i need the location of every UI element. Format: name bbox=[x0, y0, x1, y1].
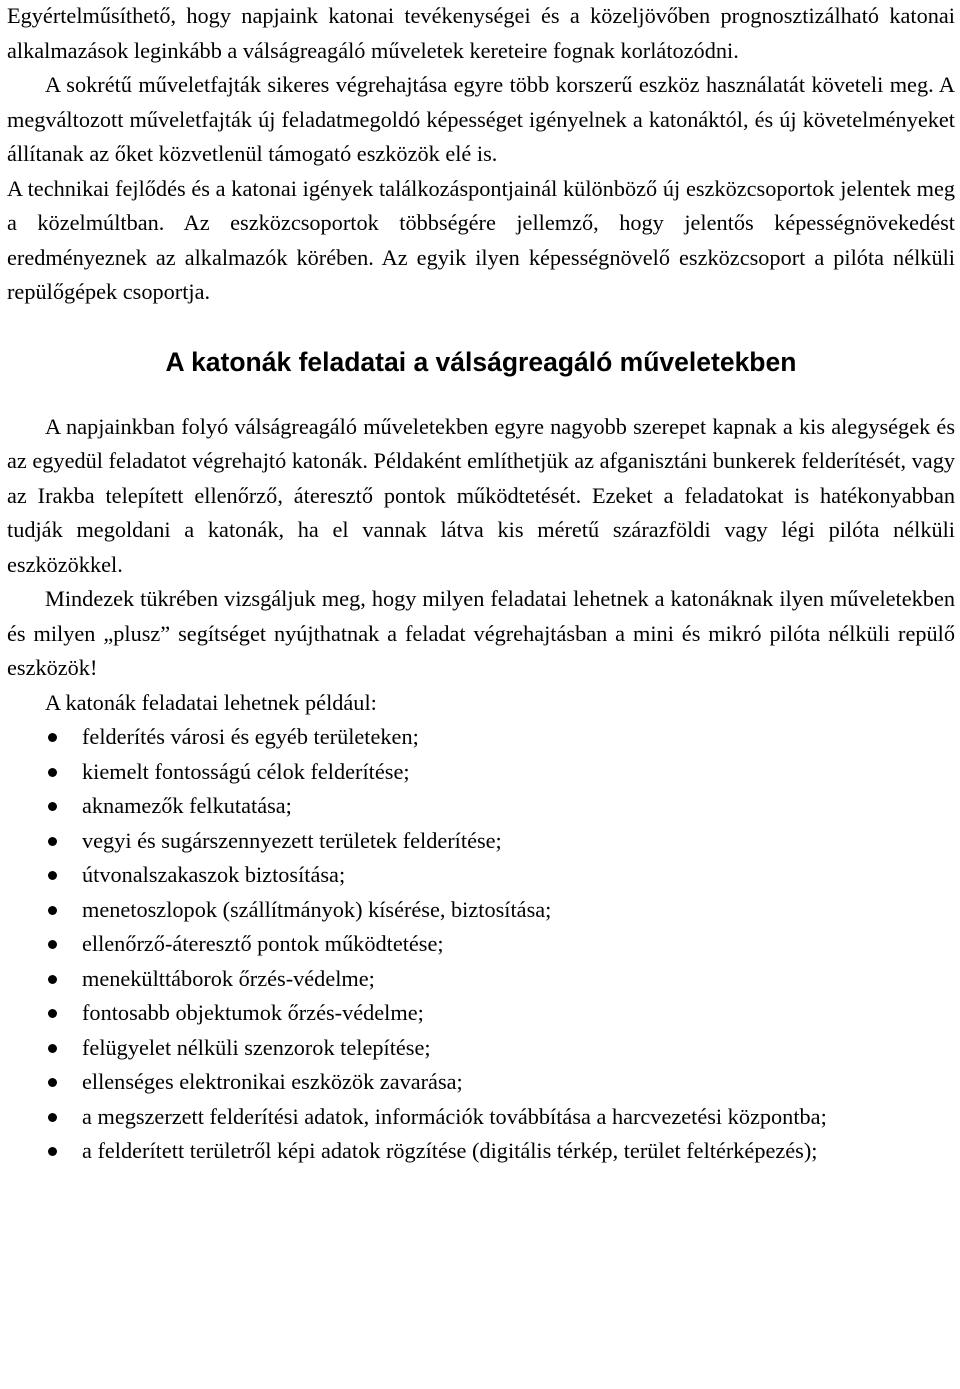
list-item-text: felderítés városi és egyéb területeken; bbox=[82, 724, 419, 749]
bullet-icon bbox=[48, 768, 57, 777]
document-page bbox=[7, 0, 955, 1169]
list-item bbox=[7, 720, 955, 755]
list-item bbox=[7, 962, 955, 997]
list-item bbox=[7, 1065, 955, 1100]
list-item-text: aknamezők felkutatása; bbox=[82, 793, 292, 818]
list-intro: A katonák feladatai lehetnek például: bbox=[45, 689, 377, 715]
list-item bbox=[7, 789, 955, 824]
list-item bbox=[7, 893, 955, 928]
bullet-icon bbox=[48, 1078, 57, 1087]
list-item-text: felügyelet nélküli szenzorok telepítése; bbox=[82, 1034, 431, 1060]
bullet-icon bbox=[48, 1009, 57, 1018]
intro-paragraph: Egyértelműsíthető, hogy napjaink katonai tevékenységei és a közeljövőben prognosztizálható katonai alkalmazások leginkább a válságreagáló műveletek kereteire fognak korlátozódni. bbox=[7, 3, 955, 63]
list-item-text: kiemelt fontosságú célok felderítése; bbox=[82, 758, 410, 784]
body-paragraph: A sokrétű műveletfajták sikeres végrehajtása egyre több korszerű eszköz használatát követeli meg. A megváltozott műveletfajták új feladatmegoldó képességet igényelnek a katonáktól, és új követelményeket állítanak az őket közvetlenül támogató eszközök elé is. bbox=[7, 72, 955, 166]
section-paragraph: A napjainkban folyó válságreagáló műveletekben egyre nagyobb szerepet kapnak a kis alegységek és az egyedül feladatot végrehajtó katonák. Példaként említhetjük az afganisztáni bunkerek felderítését, vagy az Irakba telepített ellenőrző, áteresztő pontok működtetését. Ezeket a feladatokat is hatékonyabban tudják megoldani a katonák, ha el vannak látva kis méretű szárazföldi vagy légi pilóta nélküli eszközökkel. bbox=[7, 413, 955, 577]
list-item-text: ellenséges elektronikai eszközök zavarása; bbox=[82, 1069, 463, 1094]
bullet-icon bbox=[48, 975, 57, 984]
body-paragraph: A technikai fejlődés és a katonai igények találkozáspontjainál különböző új eszközcsoportok jelentek meg a közelmúltban. Az eszközcsoportok többségére jellemző, hogy jelentős képességnövekedést eredményeznek az alkalmazók körében. Az egyik ilyen képességnövelő eszközcsoport a pilóta nélküli repülőgépek csoportja. bbox=[7, 175, 955, 304]
bullet-icon bbox=[48, 906, 57, 915]
list-item bbox=[7, 824, 955, 859]
bullet-icon bbox=[48, 871, 57, 880]
list-item-text: menekülttáborok őrzés-védelme; bbox=[82, 965, 375, 991]
bullet-icon bbox=[48, 1147, 57, 1156]
section-heading: A katonák feladatai a válságreagáló műveletekben bbox=[165, 346, 797, 377]
bullet-icon bbox=[48, 1044, 57, 1053]
bullet-icon bbox=[48, 733, 57, 742]
list-item-text: ellenőrző-áteresztő pontok működtetése; bbox=[82, 931, 444, 956]
list-item-text: fontosabb objektumok őrzés-védelme; bbox=[82, 1000, 424, 1025]
task-list bbox=[7, 720, 955, 1169]
list-item-text: útvonalszakaszok biztosítása; bbox=[82, 862, 346, 887]
list-item bbox=[7, 1100, 955, 1135]
bullet-icon bbox=[48, 802, 57, 811]
list-item bbox=[7, 1134, 955, 1169]
list-item-text: vegyi és sugárszennyezett területek felderítése; bbox=[82, 827, 502, 853]
section-paragraph: Mindezek tükrében vizsgáljuk meg, hogy milyen feladatai lehetnek a katonáknak ilyen műveletekben és milyen „plusz” segítséget nyújthatnak a feladat végrehajtásban a mini és mikró pilóta nélküli repülő eszközök! bbox=[7, 586, 955, 680]
bullet-icon bbox=[48, 940, 57, 949]
list-item bbox=[7, 755, 955, 790]
list-item-text: a felderített területről képi adatok rögzítése (digitális térkép, terület feltérképezés); bbox=[82, 1138, 818, 1163]
bullet-icon bbox=[48, 837, 57, 846]
list-item bbox=[7, 927, 955, 962]
list-item-text: menetoszlopok (szállítmányok) kísérése, biztosítása; bbox=[82, 896, 552, 922]
bullet-icon bbox=[48, 1113, 57, 1122]
list-item bbox=[7, 858, 955, 893]
list-item bbox=[7, 1031, 955, 1066]
list-item-text: a megszerzett felderítési adatok, információk továbbítása a harcvezetési központba; bbox=[82, 1103, 827, 1129]
list-item bbox=[7, 996, 955, 1031]
